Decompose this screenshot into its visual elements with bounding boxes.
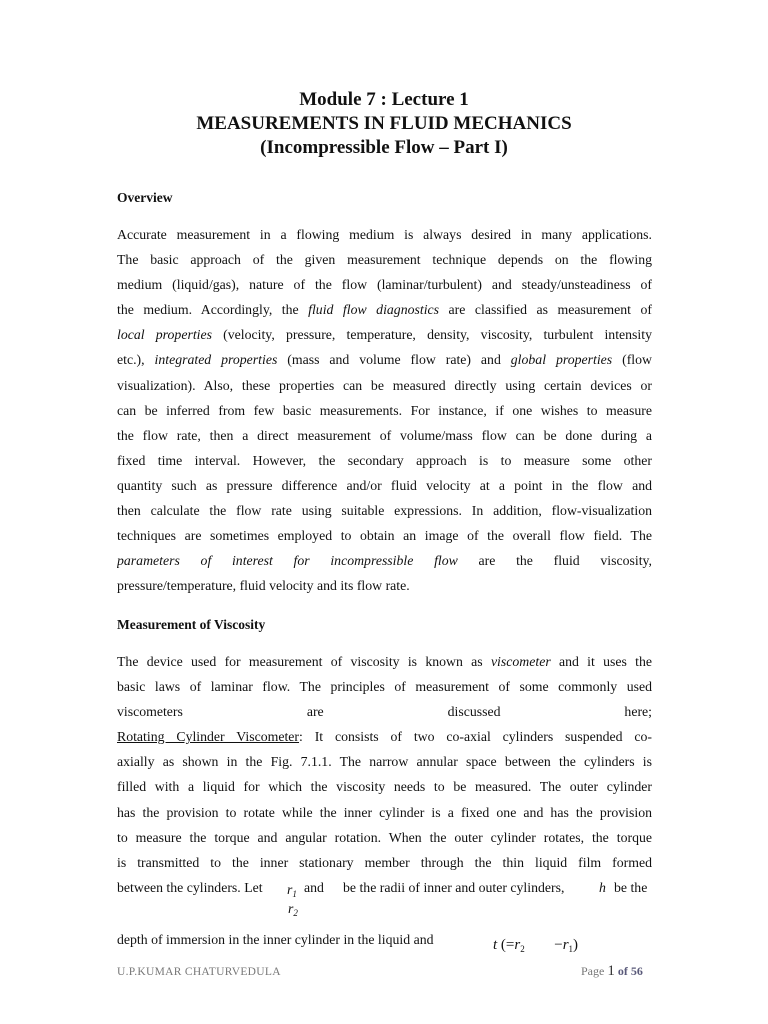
text-line: techniques are sometimes employed to obtain an image of the overall flow field. The bbox=[117, 528, 652, 544]
symbol-r2: $r_2$ bbox=[288, 901, 298, 918]
text-line: axially as shown in the Fig. 7.1.1. The narrow annular space between the cylinders is bbox=[117, 754, 652, 770]
text-line: filled with a liquid for which the viscosity needs to be measured. The outer cylinder bbox=[117, 779, 652, 795]
text-line: etc.), integrated properties (mass and volume flow rate) and global properties (flow bbox=[117, 352, 652, 368]
symbol-r1: $r_1$ bbox=[287, 882, 297, 899]
text-line: can be inferred from few basic measurements. For instance, if one wishes to measure bbox=[117, 402, 652, 418]
overview-paragraph bbox=[117, 222, 652, 598]
text-line: medium (liquid/gas), nature of the flow (laminar/turbulent) and steady/unsteadiness of bbox=[117, 277, 652, 293]
text-line: the flow rate, then a direct measurement of volume/mass flow can be done during a bbox=[117, 427, 652, 443]
text-line: basic laws of laminar flow. The principles of measurement of some commonly used bbox=[117, 679, 652, 695]
emphasis: global properties bbox=[510, 352, 613, 368]
overview-heading: Overview bbox=[117, 190, 173, 205]
emphasis: parameters of interest for incompressible flow bbox=[117, 553, 458, 569]
viscosity-heading: Measurement of Viscosity bbox=[117, 617, 266, 632]
depth-line: depth of immersion in the inner cylinder in the liquid and bbox=[117, 932, 434, 947]
title-block bbox=[0, 88, 768, 160]
radii-and: and bbox=[304, 880, 324, 895]
text-line: local properties (velocity, pressure, temperature, density, viscosity, turbulent intensity bbox=[117, 327, 652, 343]
emphasis: local properties bbox=[117, 327, 212, 343]
emphasis: viscometer bbox=[490, 654, 551, 669]
text-line: Rotating Cylinder Viscometer: It consists of two co-axial cylinders suspended co- bbox=[117, 729, 652, 745]
module-title: Module 7 : Lecture 1 bbox=[299, 89, 469, 110]
text-line: Accurate measurement in a flowing medium is always desired in many applications. bbox=[117, 227, 652, 242]
text-line: to measure the torque and angular rotation. When the outer cylinder rotates, the torque bbox=[117, 829, 652, 845]
text-line: fixed time interval. However, the secondary approach is to measure some other bbox=[117, 452, 652, 468]
text-line: The basic approach of the given measurement technique depends on the flowing bbox=[117, 252, 652, 268]
symbol-h: h bbox=[599, 880, 606, 895]
page-indicator: Page 1 of 56 bbox=[581, 963, 643, 979]
text-line: pressure/temperature, fluid velocity and its flow rate. bbox=[117, 578, 410, 594]
text-line: visualization). Also, these properties can be measured directly using certain devices or bbox=[117, 377, 652, 393]
viscosity-paragraph bbox=[117, 649, 652, 875]
text-line: parameters of interest for incompressible flow are the fluid viscosity, bbox=[117, 553, 652, 569]
radii-description: be the radii of inner and outer cylinders, bbox=[343, 880, 565, 895]
radii-line-end: be the bbox=[614, 880, 648, 895]
text-line: has the provision to rotate while the inner cylinder is a fixed one and has the provision bbox=[117, 804, 652, 820]
lecture-subtitle: (Incompressible Flow – Part I) bbox=[260, 137, 508, 158]
text-line: the medium. Accordingly, the fluid flow diagnostics are classified as measurement of bbox=[117, 302, 652, 318]
footer-author: U.P.KUMAR CHATURVEDULA bbox=[117, 966, 281, 978]
text-line: quantity such as pressure difference and/or fluid velocity at a point in the flow and bbox=[117, 477, 652, 493]
thickness-equation: t $(=r_2 -r_1)$ bbox=[493, 937, 579, 954]
emphasis: fluid flow diagnostics bbox=[308, 302, 440, 318]
text-line: The device used for measurement of viscosity is known as viscometer and it uses the bbox=[117, 654, 652, 669]
radii-line-start: between the cylinders. Let bbox=[117, 880, 263, 895]
underlined-term: Rotating Cylinder Viscometer bbox=[117, 729, 300, 745]
text-line: viscometers are discussed here; bbox=[117, 704, 652, 720]
emphasis: integrated properties bbox=[154, 352, 278, 368]
text-line: then calculate the flow rate using suitable expressions. In addition, flow-visualization bbox=[117, 503, 652, 519]
lecture-title: MEASUREMENTS IN FLUID MECHANICS bbox=[196, 113, 572, 134]
text-line: is transmitted to the inner stationary member through the thin liquid film formed bbox=[117, 854, 652, 870]
